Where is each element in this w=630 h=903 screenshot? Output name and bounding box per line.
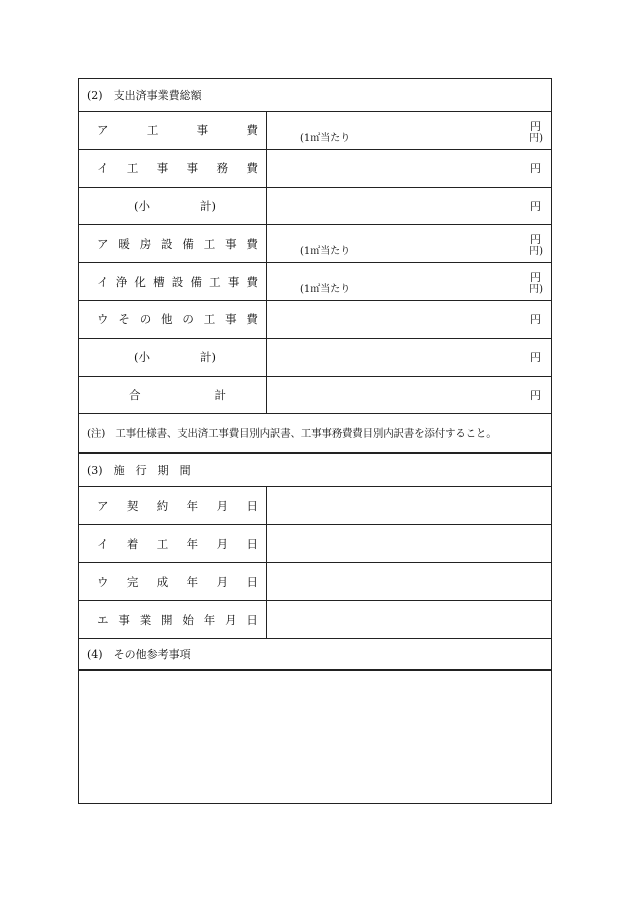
label-char: 化 xyxy=(134,274,146,289)
yen-unit: 円 xyxy=(530,233,541,247)
amount-field[interactable] xyxy=(267,339,551,376)
amount-field[interactable] xyxy=(267,225,551,262)
label-char: ウ xyxy=(97,312,109,327)
date-field[interactable] xyxy=(267,525,551,562)
per-square-meter-yen: 円) xyxy=(529,246,543,258)
row-label xyxy=(97,311,258,327)
label-char: 合 xyxy=(129,387,141,402)
label-char: 浄 xyxy=(115,274,128,289)
label-char: 業 xyxy=(139,612,152,627)
per-square-meter-yen: 円) xyxy=(529,132,543,144)
date-field[interactable] xyxy=(267,487,551,524)
row-label xyxy=(97,160,258,176)
cost-row xyxy=(79,301,551,339)
label-char: ア xyxy=(97,123,109,138)
cost-row xyxy=(79,377,551,415)
label-char: 日 xyxy=(246,612,258,627)
label-char: (小 xyxy=(134,198,150,213)
label-char: 年 xyxy=(186,574,199,589)
application-form xyxy=(78,78,552,804)
row-label-cell xyxy=(79,377,267,414)
row-label-cell xyxy=(79,150,267,187)
label-char: (小 xyxy=(134,350,150,365)
row-label xyxy=(97,498,258,514)
label-char: 事 xyxy=(196,123,209,138)
label-char: 日 xyxy=(246,498,258,513)
per-square-meter-label: (1㎡当たり xyxy=(300,246,351,258)
label-char: 計 xyxy=(214,387,226,402)
row-label-cell xyxy=(79,263,267,300)
label-char: 月 xyxy=(216,574,229,589)
label-char: 契 xyxy=(126,498,139,513)
yen-unit: 円 xyxy=(530,271,541,285)
section2-title: (2) 支出済事業費総額 xyxy=(87,89,202,102)
label-char: 工 xyxy=(156,536,169,551)
row-label xyxy=(97,274,258,290)
note-row xyxy=(79,414,551,454)
label-char: 月 xyxy=(216,536,229,551)
yen-unit: 円 xyxy=(530,120,541,133)
amount-field[interactable] xyxy=(267,263,551,300)
date-row xyxy=(79,487,551,525)
label-char: 工 xyxy=(203,312,216,327)
per-square-meter-label: (1㎡当たり xyxy=(300,283,351,295)
label-char: 月 xyxy=(225,612,237,627)
per-square-meter-label: (1㎡当たり xyxy=(300,132,351,144)
label-char: 年 xyxy=(203,612,216,627)
label-char: 事 xyxy=(186,161,199,176)
row-label xyxy=(134,198,216,214)
row-label-cell xyxy=(79,301,267,338)
row-label xyxy=(97,122,258,138)
label-char: 工 xyxy=(209,274,221,289)
yen-unit: 円 xyxy=(530,388,541,402)
section2-header xyxy=(79,79,551,112)
label-char: 備 xyxy=(190,274,202,289)
date-row xyxy=(79,525,551,563)
label-char: 工 xyxy=(203,236,216,251)
label-char: ア xyxy=(97,498,109,513)
section4-header xyxy=(79,639,551,671)
row-label-cell xyxy=(79,525,267,562)
row-label-cell xyxy=(79,112,267,149)
remarks-area[interactable] xyxy=(79,671,551,803)
label-char: 着 xyxy=(126,536,139,551)
label-char: 成 xyxy=(156,574,169,589)
row-label-cell xyxy=(79,563,267,600)
label-char: 槽 xyxy=(153,274,165,289)
label-char: そ xyxy=(118,312,130,327)
section3-header xyxy=(79,454,551,487)
row-label xyxy=(134,349,216,365)
row-label xyxy=(129,387,226,403)
label-char: 費 xyxy=(246,312,258,327)
label-char: 日 xyxy=(246,536,258,551)
label-char: エ xyxy=(97,612,109,627)
yen-unit: 円 xyxy=(530,313,541,327)
label-char: 計) xyxy=(200,198,216,213)
per-square-meter-yen: 円) xyxy=(529,283,543,295)
date-row xyxy=(79,563,551,601)
label-char: 完 xyxy=(126,574,139,589)
row-label-cell xyxy=(79,339,267,376)
label-char: 他 xyxy=(161,312,173,327)
date-field[interactable] xyxy=(267,563,551,600)
amount-field[interactable] xyxy=(267,188,551,225)
row-label-cell xyxy=(79,225,267,262)
amount-field[interactable] xyxy=(267,150,551,187)
cost-row xyxy=(79,263,551,301)
label-char: 年 xyxy=(186,498,199,513)
yen-unit: 円 xyxy=(530,199,541,213)
label-char: 年 xyxy=(186,536,199,551)
label-char: 設 xyxy=(171,274,184,289)
label-char: 費 xyxy=(246,236,258,251)
label-char: 費 xyxy=(246,123,258,138)
label-char: 工 xyxy=(146,123,159,138)
label-char: ウ xyxy=(97,574,109,589)
label-char: イ xyxy=(97,274,109,289)
label-char: の xyxy=(139,312,152,327)
cost-row xyxy=(79,188,551,226)
section3-title: (3) 施 行 期 間 xyxy=(87,464,191,478)
label-char: 月 xyxy=(216,498,229,513)
section4-title: (4) その他参考事項 xyxy=(87,648,191,662)
row-label xyxy=(97,536,258,552)
label-char: 事 xyxy=(225,312,237,327)
cost-row xyxy=(79,225,551,263)
yen-unit: 円 xyxy=(530,351,541,365)
amount-field[interactable] xyxy=(267,377,551,414)
label-char: 計) xyxy=(200,350,216,365)
row-label xyxy=(97,236,258,252)
label-char: イ xyxy=(97,536,109,551)
label-char: 備 xyxy=(182,236,194,251)
label-char: の xyxy=(182,312,194,327)
label-char: 工 xyxy=(126,161,139,176)
cost-row xyxy=(79,339,551,377)
label-char: 事 xyxy=(227,274,240,289)
cost-row xyxy=(79,112,551,150)
label-char: 事 xyxy=(225,236,237,251)
amount-field[interactable] xyxy=(267,112,551,149)
label-char: ア xyxy=(97,236,109,251)
amount-field[interactable] xyxy=(267,301,551,338)
date-field[interactable] xyxy=(267,601,551,638)
label-char: 日 xyxy=(246,574,258,589)
row-label-cell xyxy=(79,188,267,225)
date-row xyxy=(79,601,551,639)
label-char: 費 xyxy=(246,274,258,289)
label-char: 約 xyxy=(156,498,169,513)
row-label-cell xyxy=(79,601,267,638)
label-char: 設 xyxy=(161,236,173,251)
label-char: 始 xyxy=(182,612,194,627)
label-char: 事 xyxy=(156,161,169,176)
label-char: 暖 xyxy=(118,236,130,251)
row-label-cell xyxy=(79,487,267,524)
label-char: 費 xyxy=(246,161,258,176)
label-char: 事 xyxy=(118,612,130,627)
label-char: イ xyxy=(97,161,109,176)
label-char: 務 xyxy=(216,161,229,176)
label-char: 房 xyxy=(139,236,152,251)
yen-unit: 円 xyxy=(530,162,541,176)
row-label xyxy=(97,612,258,628)
label-char: 開 xyxy=(161,612,173,627)
note-text: (注) 工事仕様書、支出済工事費目別内訳書、工事事務費費目別内訳書を添付すること。 xyxy=(87,427,497,440)
cost-row xyxy=(79,150,551,188)
row-label xyxy=(97,574,258,590)
